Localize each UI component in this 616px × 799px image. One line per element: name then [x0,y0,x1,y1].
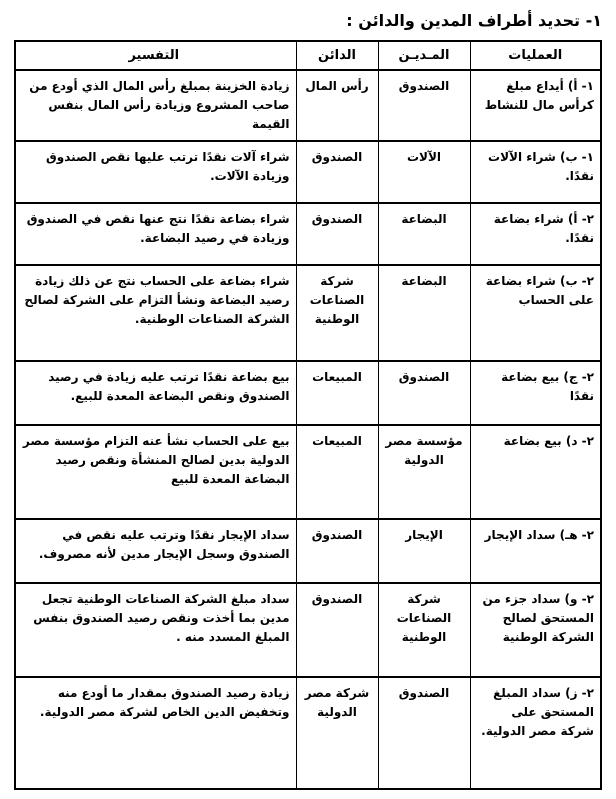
cell-explanation: زيادة الخزينة بمبلغ رأس المال الذي أودع من صاحب المشروع وزيادة رأس المال بنفس القيمة [14,70,296,141]
cell-debtor: مؤسسة مصر الدولية [378,425,470,519]
cell-debtor: شركة الصناعات الوطنية [378,583,470,677]
accounts-table-frame [14,40,602,790]
cell-explanation: شراء بضاعة نقدًا نتج عنها نقص في الصندوق وزيادة في رصيد البضاعة. [14,203,296,265]
cell-operation: ٢- ز) سداد المبلغ المستحق على شركة مصر الدولية. [470,677,600,790]
cell-operation: ١- أ) أيداع مبلغ كرأس مال للنشاط [470,70,600,141]
section-heading: ١- تحديد أطراف المدين والدائن : [346,11,602,30]
cell-creditor: المبيعات [296,425,378,519]
table-row [14,265,600,361]
header-creditor: الدائن [296,42,378,70]
accounts-table [14,42,600,790]
table-row [14,70,600,141]
cell-creditor: شركة مصر الدولية [296,677,378,790]
cell-creditor: رأس المال [296,70,378,141]
header-debtor: المـديـن [378,42,470,70]
cell-debtor: البضاعة [378,265,470,361]
cell-creditor: الصندوق [296,203,378,265]
cell-explanation: زيادة رصيد الصندوق بمقدار ما أودع منه وتخفيض الدين الخاص لشركة مصر الدولية. [39,686,290,719]
cell-operation: ٢- و) سداد جزء من المستحق لصالح الشركة الوطنية [470,583,600,677]
table-row [14,425,600,519]
table-row [14,361,600,425]
cell-debtor: البضاعة [378,203,470,265]
cell-explanation: سداد الإيجار نقدًا وترتب عليه نقص في الصندوق وسجل الإيجار مدين لأنه مصروف. [14,519,296,583]
cell-explanation: شراء بضاعة على الحساب نتج عن ذلك زيادة رصيد البضاعة ونشأ التزام على الشركة لصالح الشركة الصناعات الوطنية. [14,265,296,361]
cell-operation: ٢- أ) شراء بضاعة نقدًا. [470,203,600,265]
cell-debtor: الإيجار [378,519,470,583]
table-row [14,677,600,790]
cell-creditor: الصندوق [296,141,378,203]
cell-debtor: الصندوق [378,70,470,141]
cell-operation: ٢- هـ) سداد الإيجار [470,519,600,583]
cell-debtor: الصندوق [378,361,470,425]
cell-operation: ٢- ج) بيع بضاعة نقدًا [470,361,600,425]
cell-operation: ١- ب) شراء الآلات نقدًا. [470,141,600,203]
table-row [14,519,600,583]
table-row [14,141,600,203]
cell-explanation: سداد مبلغ الشركة الصناعات الوطنية تجعل مدين بما أخذت ونقص رصيد الصندوق بنفس المبلغ المسدد منه . [14,583,296,677]
header-operations: العمليات [470,42,600,70]
table-row [14,203,600,265]
cell-explanation: بيع على الحساب نشأ عنه التزام مؤسسة مصر الدولية بدين لصالح المنشأة ونقص رصيد البضاعة المعدة للبيع [14,425,296,519]
header-explanation: التفسير [14,42,296,70]
table-header-row [14,42,600,70]
table-row [14,583,600,677]
cell-explanation: بيع بضاعة نقدًا ترتب عليه زيادة في رصيد الصندوق ونقص البضاعة المعدة للبيع. [14,361,296,425]
cell-operation: ٢- ب) شراء بضاعة على الحساب [470,265,600,361]
cell-debtor: الصندوق [378,677,470,790]
cell-debtor: الآلات [378,141,470,203]
cell-creditor: الصندوق [296,519,378,583]
cell-explanation: شراء آلات نقدًا ترتب عليها نقص الصندوق وزيادة الآلات. [14,141,296,203]
cell-creditor: المبيعات [296,361,378,425]
cell-creditor: الصندوق [296,583,378,677]
cell-operation: ٢- د) بيع بضاعة [470,425,600,519]
cell-creditor: شركة الصناعات الوطنية [296,265,378,361]
